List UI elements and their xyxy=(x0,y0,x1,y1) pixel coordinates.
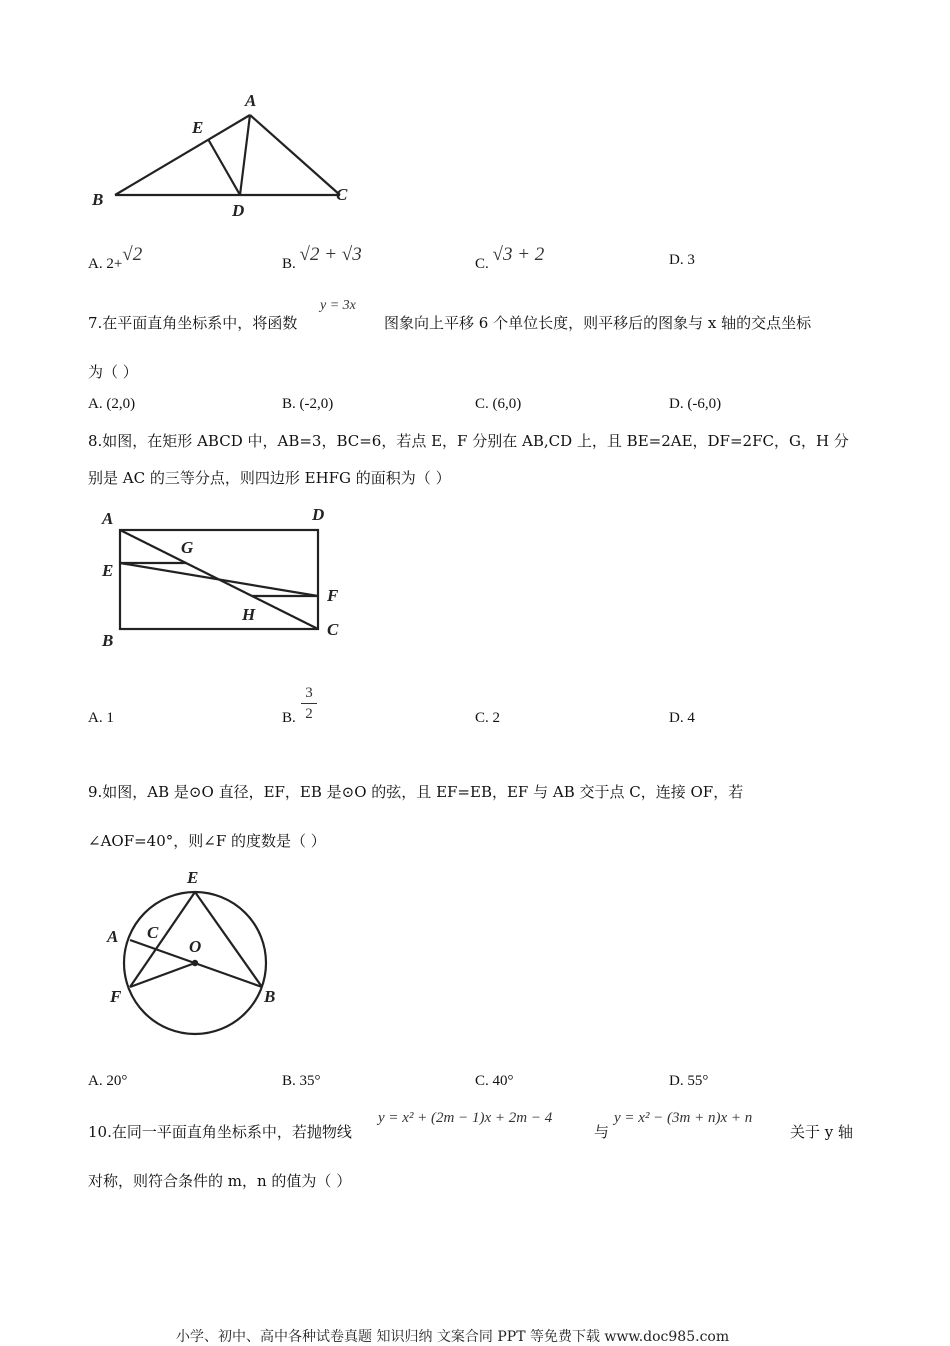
q8-fraction-denominator: 2 xyxy=(305,706,313,722)
q9-center-dot xyxy=(192,960,198,966)
q8-option-b-label: B. xyxy=(282,710,296,726)
q10-formula-1: y = x² + (2m − 1)x + 2m − 4 xyxy=(378,1110,553,1126)
q9-label-e: E xyxy=(187,868,199,887)
q6-label-e: E xyxy=(192,118,204,137)
q9-option-d: D. 55° xyxy=(669,1073,709,1089)
q8-label-g: G xyxy=(181,538,194,557)
q8-label-c: C xyxy=(327,620,339,639)
q9-line1: 9.如图，AB 是⊙O 直径，EF，EB 是⊙O 的弦，且 EF=EB，EF 与 AB 交于点 C，连接 OF，若 xyxy=(88,783,744,801)
q7-formula: y = 3x xyxy=(320,298,356,313)
q10-line1-mid: 与 xyxy=(594,1123,610,1141)
q8-fraction-numerator: 3 xyxy=(305,685,313,701)
q9-label-b: B xyxy=(264,987,276,1006)
q9-label-o: O xyxy=(189,937,202,956)
q10-line1-a: 10.在同一平面直角坐标系中，若抛物线 xyxy=(88,1123,352,1141)
q9-option-b: B. 35° xyxy=(282,1073,321,1089)
q6-label-d: D xyxy=(232,201,245,220)
q7-line1-a: 7.在平面直角坐标系中，将函数 xyxy=(88,314,298,332)
q6-option-b: B. √2 + √3 xyxy=(282,244,362,272)
q8-option-a: A. 1 xyxy=(88,710,114,726)
q8-label-a: A xyxy=(102,509,114,528)
q8-label-f: F xyxy=(327,586,339,605)
q8-line1: 8.如图，在矩形 ABCD 中，AB=3，BC=6，若点 E，F 分别在 AB,CD 上，且 BE=2AE，DF=2FC，G，H 分 xyxy=(88,432,849,450)
q7-line2: 为（ ） xyxy=(88,363,138,381)
q8-fraction-bar xyxy=(301,703,317,704)
q9-label-f: F xyxy=(110,987,122,1006)
q8-option-c: C. 2 xyxy=(475,710,501,726)
q7-option-a: A. (2,0) xyxy=(88,396,136,412)
q6-option-c: C. √3 + 2 xyxy=(475,244,545,272)
q7-option-b: B. (-2,0) xyxy=(282,396,334,412)
q9-line2: ∠AOF=40°，则∠F 的度数是（ ） xyxy=(88,832,326,850)
q10-line2: 对称，则符合条件的 m，n 的值为（ ） xyxy=(88,1172,352,1190)
q6-option-d: D. 3 xyxy=(669,252,695,268)
q7-option-d: D. (-6,0) xyxy=(669,396,722,412)
q7-option-c: C. (6,0) xyxy=(475,396,522,412)
q9-label-a: A xyxy=(107,927,119,946)
q6-triangle-figure xyxy=(0,0,950,240)
q9-option-c: C. 40° xyxy=(475,1073,514,1089)
q6-label-c: C xyxy=(336,185,348,204)
q6-label-b: B xyxy=(92,190,104,209)
q8-option-b-fraction xyxy=(301,684,317,723)
q9-label-c: C xyxy=(147,923,159,942)
q8-rectangle-figure xyxy=(0,500,950,660)
q6-option-a: A. 2+√2 xyxy=(88,244,143,272)
q8-label-d: D xyxy=(312,505,325,524)
q9-option-a: A. 20° xyxy=(88,1073,128,1089)
q10-line1-b: 关于 y 轴 xyxy=(790,1123,854,1141)
q9-circle-figure xyxy=(0,860,950,1060)
q6-label-a: A xyxy=(245,91,257,110)
q7-line1-b: 图象向上平移 6 个单位长度，则平移后的图象与 x 轴的交点坐标 xyxy=(384,314,812,332)
q8-line2: 别是 AC 的三等分点，则四边形 EHFG 的面积为（ ） xyxy=(88,469,451,487)
q10-formula-2: y = x² − (3m + n)x + n xyxy=(614,1110,753,1126)
q8-option-d: D. 4 xyxy=(669,710,695,726)
q8-label-h: H xyxy=(242,605,256,624)
q8-label-b: B xyxy=(102,631,114,650)
page-footer: 小学、初中、高中各种试卷真题 知识归纳 文案合同 PPT 等免费下载 www.doc985.com xyxy=(176,1329,730,1345)
q8-label-e: E xyxy=(102,561,114,580)
